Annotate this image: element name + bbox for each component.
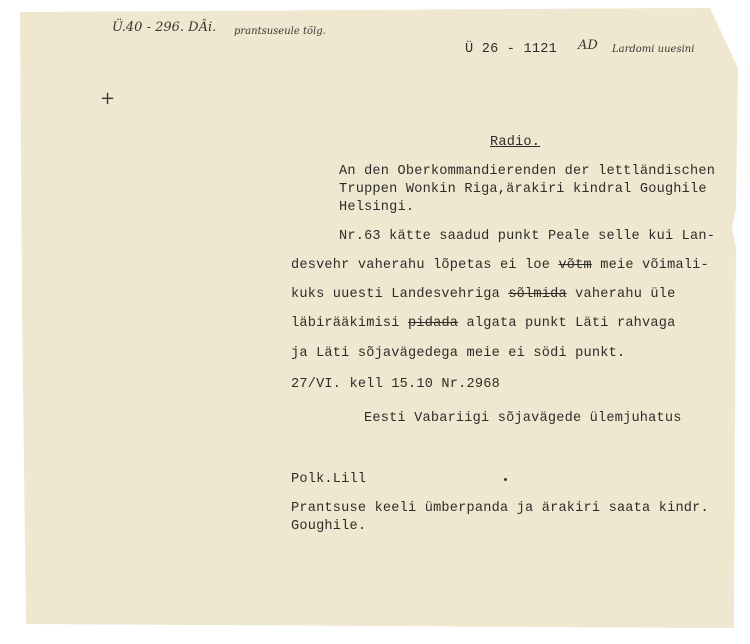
- archive-initials: AD: [578, 38, 598, 53]
- body-line: kuks uuesti Landesvehriga sõlmida vaherahu üle: [291, 287, 676, 302]
- handwritten-reference: Ü.40 - 296. DÂi.: [112, 20, 217, 35]
- footer-line: Prantsuse keeli ümberpanda ja ärakiri saata kindr.: [291, 501, 709, 516]
- document-title: Radio.: [490, 135, 541, 150]
- address-line: Truppen Wonkin Riga,ärakiri kindral Goughile: [339, 182, 707, 197]
- archive-code: Ü 26 - 1121: [465, 42, 557, 57]
- struck-word: võtm: [558, 258, 592, 273]
- body-line: ja Läti sõjavägedega meie ei södi punkt.: [291, 346, 626, 361]
- struck-word: sõlmida: [508, 287, 567, 302]
- date-line: 27/VI. kell 15.10 Nr.2968: [291, 377, 500, 392]
- ink-dot: [504, 478, 507, 481]
- signer-name: Polk.Lill: [291, 472, 367, 487]
- body-line: läbirääkimisi pidada algata punkt Läti rahvaga: [291, 316, 676, 331]
- archive-note: Lardomi uuesini: [612, 44, 695, 55]
- address-line: An den Oberkommandierenden der lettländischen: [339, 164, 716, 179]
- signature-organization: Eesti Vabariigi sõjavägede ülemjuhatus: [364, 411, 682, 426]
- body-line: desvehr vaherahu lõpetas ei loe võtm meie võimali-: [291, 258, 709, 273]
- struck-word: pidada: [408, 316, 459, 331]
- address-line: Helsingi.: [339, 200, 415, 215]
- footer-line: Goughile.: [291, 519, 367, 534]
- body-line: Nr.63 kätte saadud punkt Peale selle kui Lan-: [339, 229, 716, 244]
- cross-mark: +: [100, 88, 116, 109]
- handwritten-note: prantsuseule tõlg.: [234, 26, 326, 37]
